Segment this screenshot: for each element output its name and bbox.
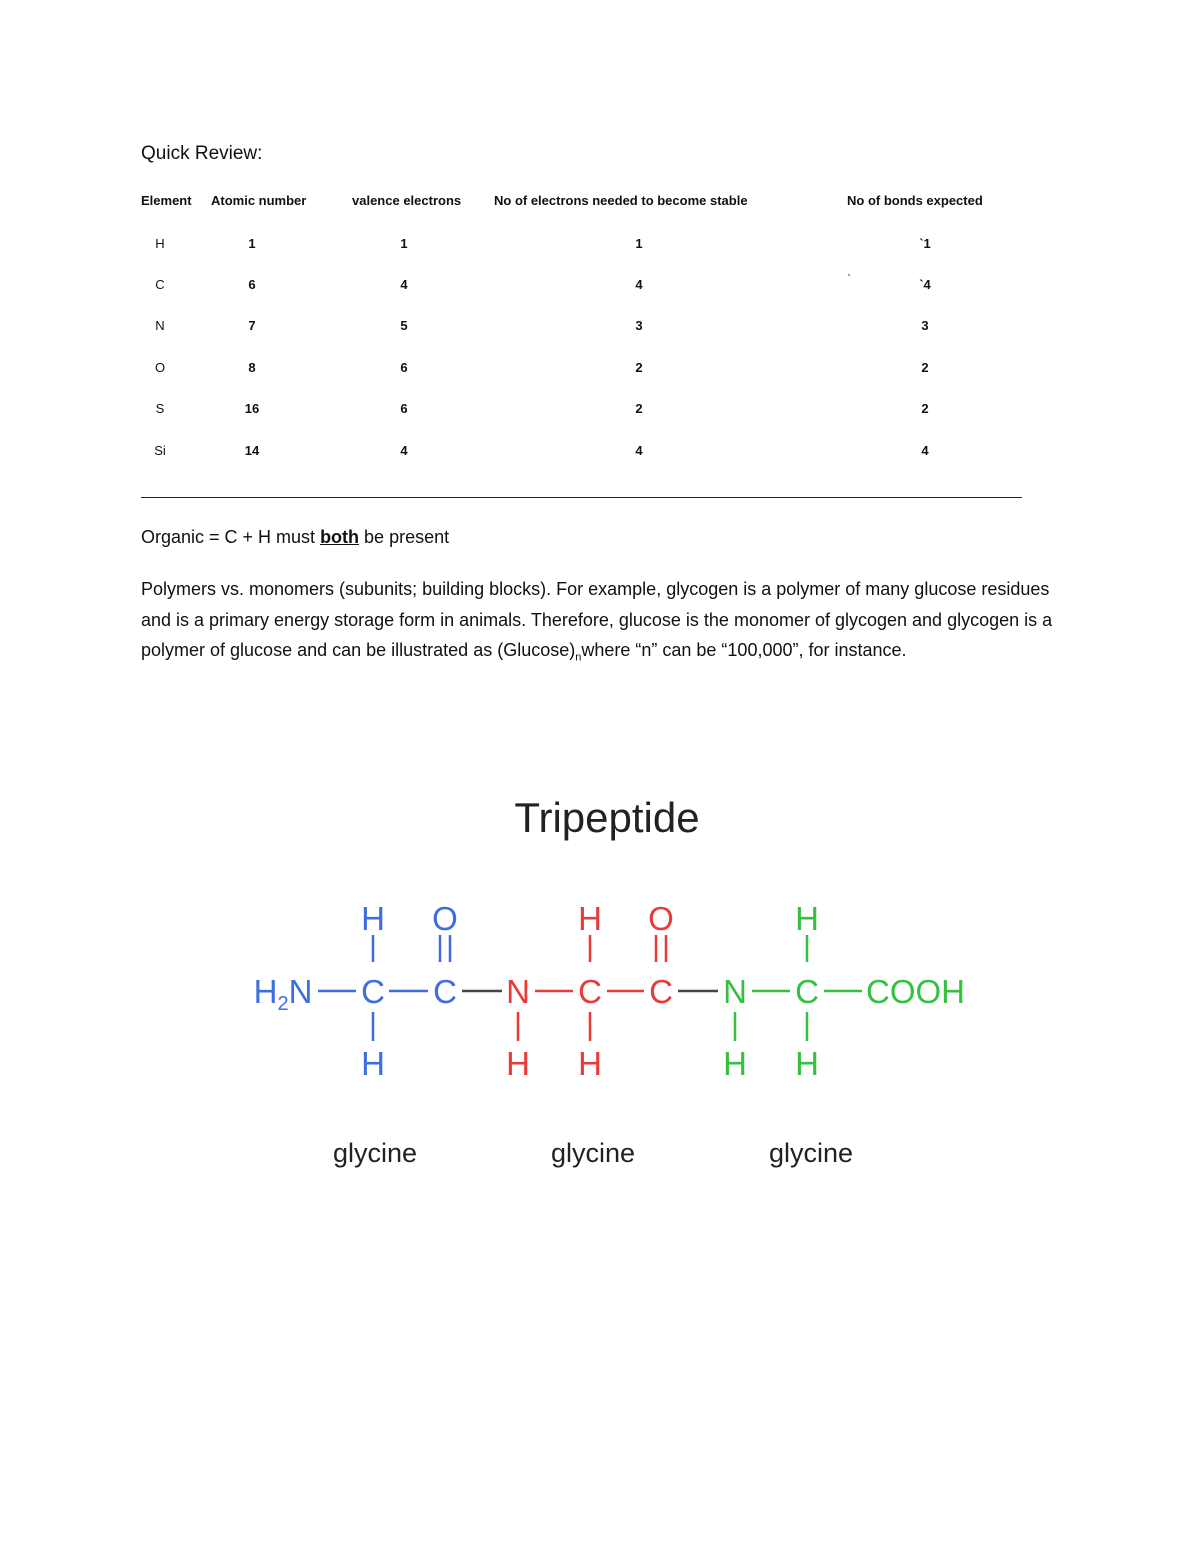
atom-h: H	[361, 900, 385, 937]
table-cell: 4	[400, 443, 408, 458]
organic-definition	[141, 527, 449, 548]
residue-labels	[333, 1138, 853, 1168]
figure-title: Tripeptide	[514, 794, 700, 841]
table-cell: 3	[635, 318, 643, 333]
header-bonds-expected: No of bonds expected	[847, 193, 983, 208]
table-cell: 14	[244, 443, 260, 458]
atom-c: C	[578, 973, 602, 1010]
atom-c: C	[433, 973, 457, 1010]
table-cell: 4	[635, 443, 643, 458]
table-cell: 1	[400, 236, 408, 251]
paragraph-subscript: n	[575, 651, 582, 664]
table-cell: 5	[400, 318, 408, 333]
atom-c: C	[795, 973, 819, 1010]
header-element: Element	[141, 193, 192, 208]
element-symbol: O	[154, 360, 166, 375]
table-cell: 4	[921, 443, 929, 458]
atom-h: H	[506, 1045, 530, 1082]
table-cell: 6	[400, 360, 408, 375]
table-cell: 1	[248, 236, 256, 251]
table-cell: `1	[919, 236, 931, 251]
table-cell: 1	[635, 236, 643, 251]
page-title: Quick Review:	[141, 143, 263, 164]
organic-text-before: Organic = C + H must	[141, 527, 321, 547]
table-cell: 2	[921, 401, 929, 416]
n-terminus: $H_2N$	[253, 973, 313, 1015]
atom-h: H	[361, 1045, 385, 1082]
table-cell: 4	[400, 277, 408, 292]
table-cell: 3	[921, 318, 929, 333]
stray-mark: `	[847, 272, 851, 286]
divider	[141, 497, 1022, 498]
atom-c: C	[649, 973, 673, 1010]
header-electrons-needed: No of electrons needed to become stable	[494, 193, 748, 208]
organic-emphasis: both	[320, 527, 360, 547]
element-symbol: S	[155, 401, 165, 416]
atom-n: N	[723, 973, 747, 1010]
paragraph-text: Polymers vs. monomers (subunits; building blocks). For example, glycogen is a polymer of many glucose residues and is a primary energy storage form in animals. Therefore, glucose is the monomer of glycogen and glycogen is a polymer of glucose and can be illustrated as (Glucose)	[141, 579, 1053, 660]
table-cell: 2	[921, 360, 929, 375]
atom-n: N	[506, 973, 530, 1010]
atom-h: H	[578, 900, 602, 937]
atom-o: O	[648, 900, 674, 937]
atom-h: H	[795, 1045, 819, 1082]
atom-h: H	[795, 900, 819, 937]
table-cell: 6	[400, 401, 408, 416]
element-symbol: N	[155, 318, 165, 333]
polymer-paragraph	[141, 574, 1061, 673]
header-valence-electrons: valence electrons	[352, 193, 462, 208]
element-symbol: H	[155, 236, 165, 251]
atom-o: O	[432, 900, 458, 937]
atom-c: C	[361, 973, 385, 1010]
organic-text-after: be present	[359, 527, 450, 547]
table-cell: 7	[248, 318, 256, 333]
paragraph-text-end: where “n” can be “100,000”, for instance.	[581, 640, 907, 660]
atom-h: H	[578, 1045, 602, 1082]
table-cell: 16	[244, 401, 260, 416]
residue-2	[506, 900, 674, 1082]
tripeptide-diagram	[0, 760, 1200, 1200]
header-atomic-number: Atomic number	[211, 193, 307, 208]
table-cell: 2	[635, 401, 643, 416]
table-cell: 4	[635, 277, 643, 292]
table-cell: 6	[248, 277, 256, 292]
label-glycine-1: glycine	[332, 1138, 418, 1168]
c-terminus: COOH	[866, 973, 965, 1010]
table-cell: `4	[919, 277, 931, 292]
element-symbol: C	[155, 277, 165, 292]
element-symbol: Si	[154, 443, 166, 458]
label-glycine-2: glycine	[550, 1138, 636, 1168]
table-cell: 8	[248, 360, 256, 375]
table-cell: 2	[635, 360, 643, 375]
atom-h: H	[723, 1045, 747, 1082]
label-glycine-3: glycine	[768, 1138, 854, 1168]
